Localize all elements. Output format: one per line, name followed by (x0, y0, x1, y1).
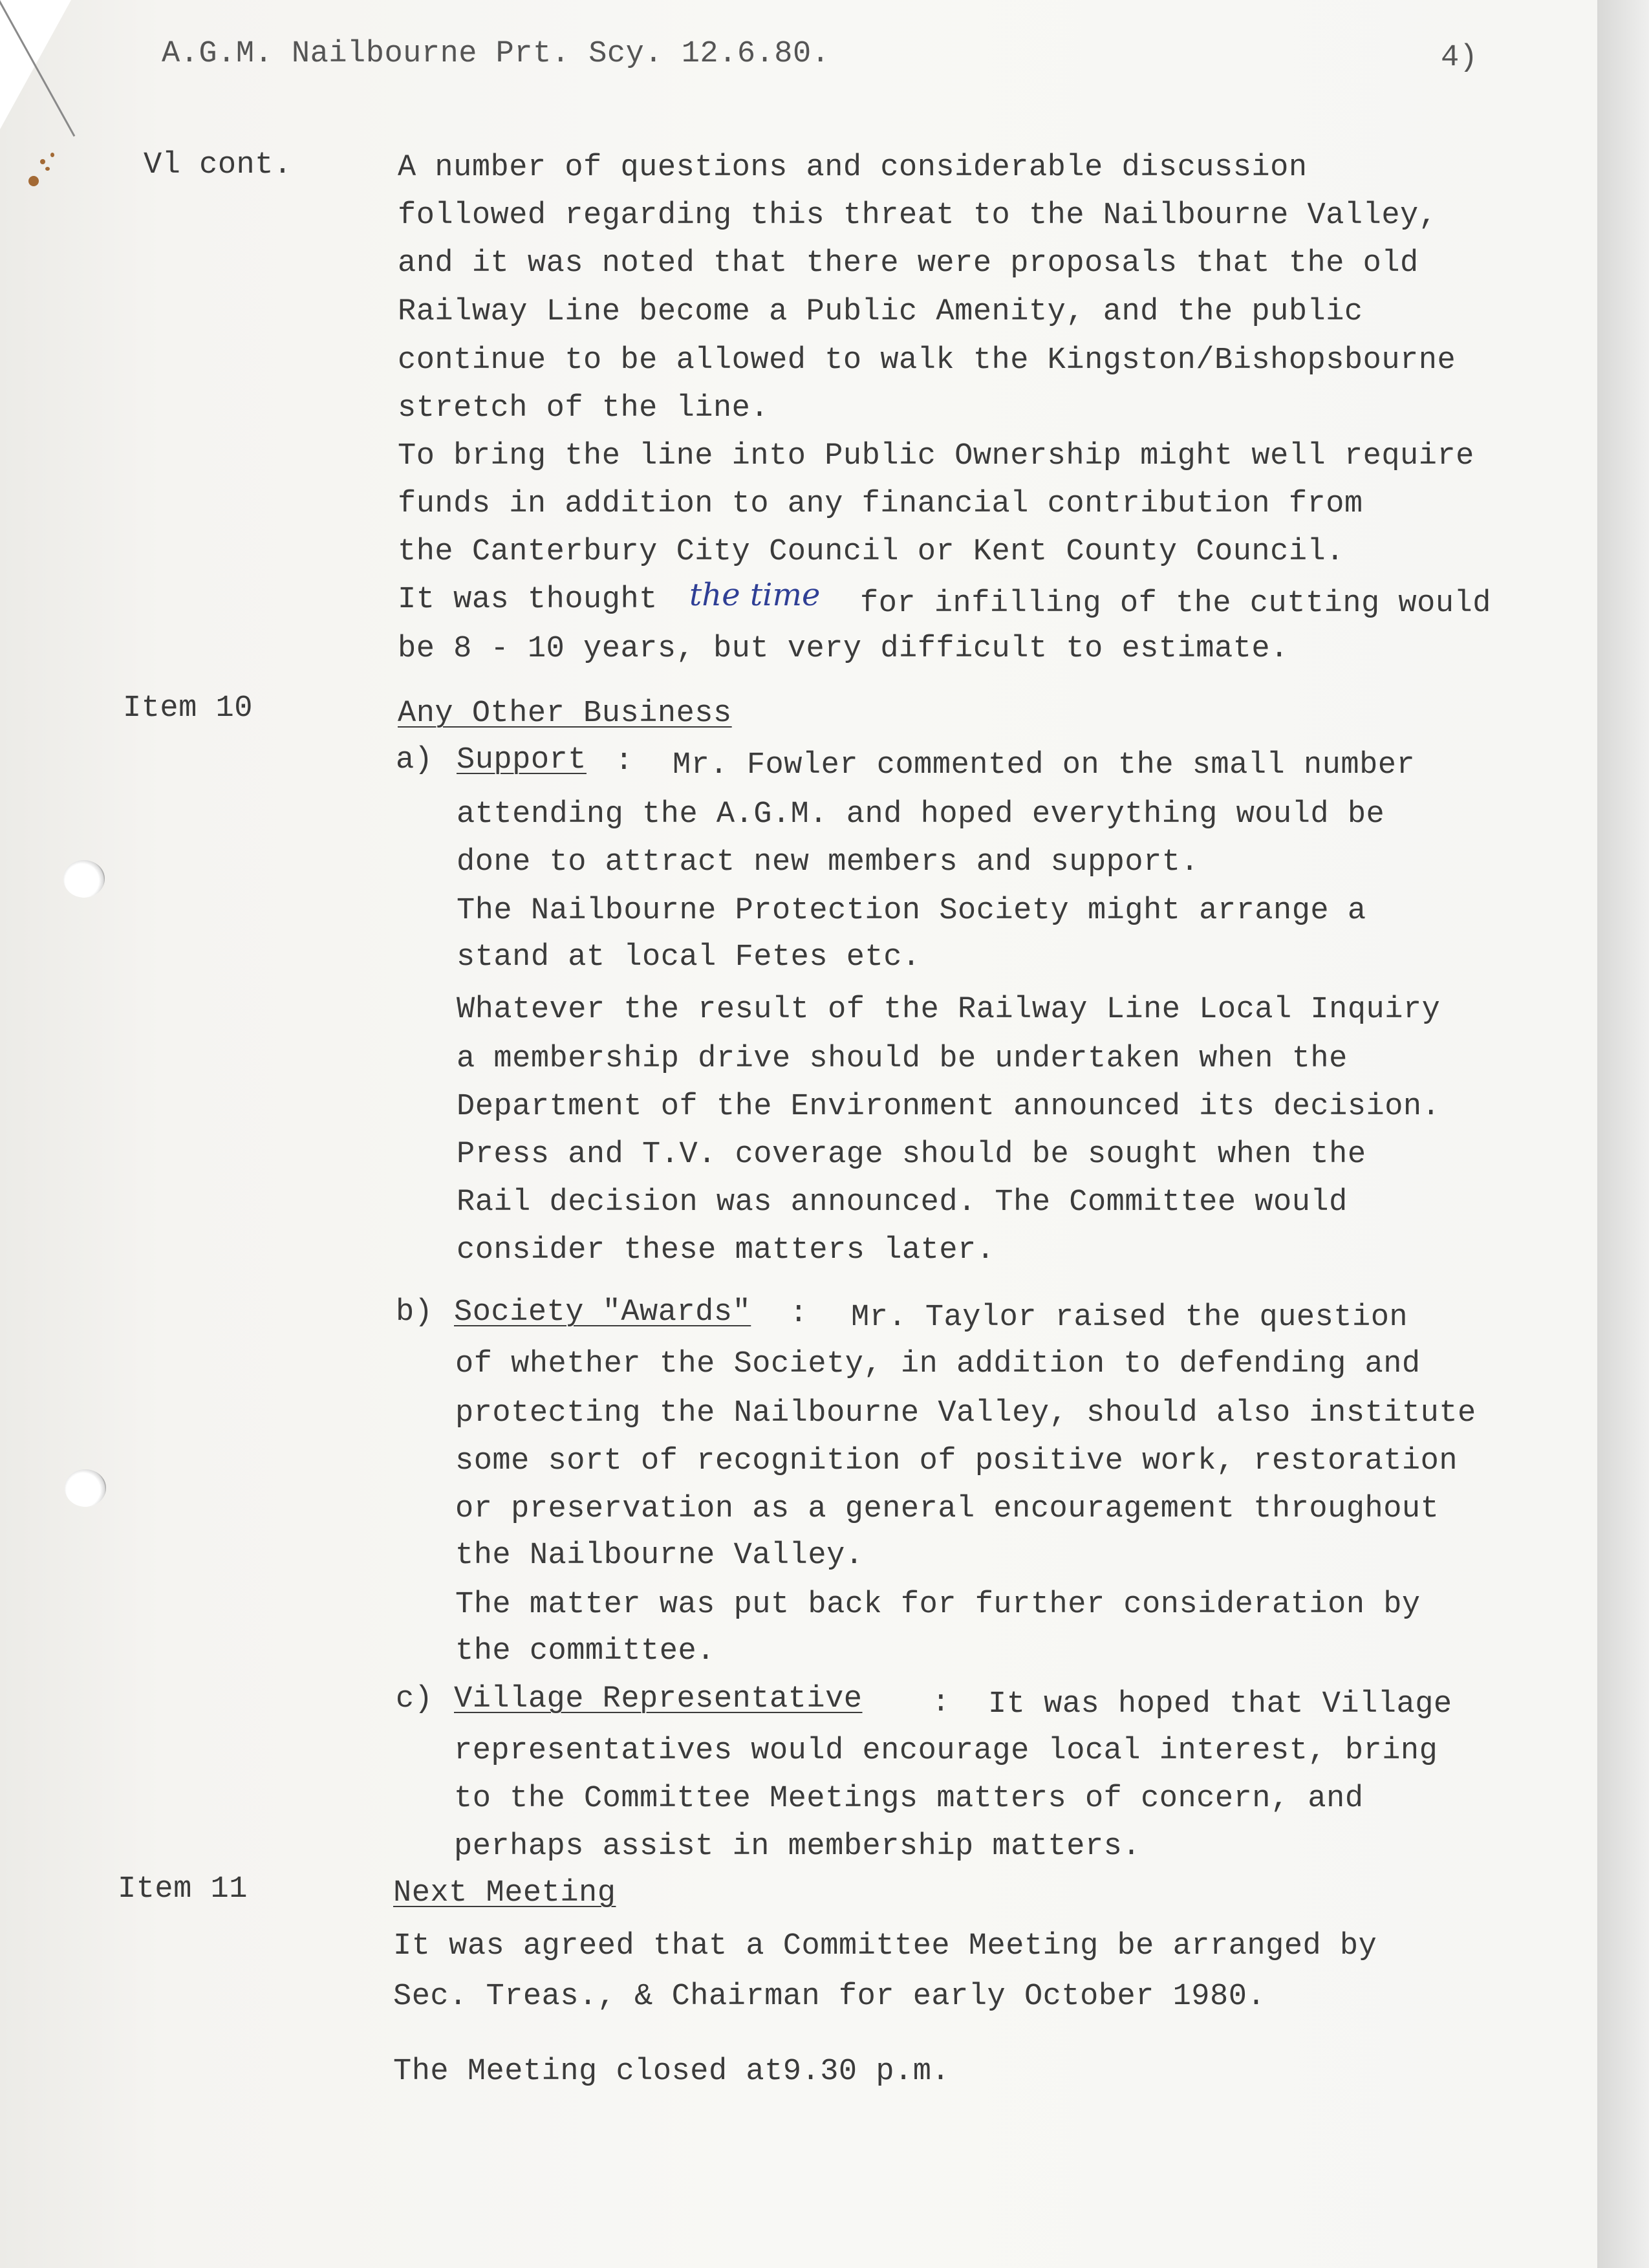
paragraph-line: for infilling of the cutting would (860, 587, 1491, 621)
paragraph-line: It was hoped that Village (988, 1687, 1452, 1722)
paragraph-line: done to attract new members and support. (457, 845, 1200, 880)
rust-stain (40, 159, 45, 164)
paragraph-line: Mr. Taylor raised the question (851, 1301, 1408, 1335)
paragraph-line: A number of questions and considerable discussion (398, 151, 1308, 185)
paragraph-line: the Canterbury City Council or Kent County Council. (398, 535, 1344, 569)
closing-line: The Meeting closed at9.30 p.m. (393, 2055, 951, 2089)
item-label: Item 10 (123, 691, 253, 726)
paragraph-line: funds in addition to any financial contribution from (398, 487, 1363, 521)
paragraph-line: Department of the Environment announced its decision. (457, 1090, 1441, 1124)
paragraph-line: perhaps assist in membership matters. (454, 1830, 1141, 1864)
paragraph-line: Sec. Treas., & Chairman for early October 1980. (393, 1980, 1266, 2014)
sub-item-title: Support (457, 743, 587, 777)
section-label: Vl cont. (144, 148, 292, 182)
page-number: 4) (1441, 41, 1478, 75)
rust-stain (28, 176, 39, 186)
paragraph-line: stretch of the line. (398, 391, 770, 426)
sub-item-marker: c) (396, 1682, 433, 1716)
paragraph-line: Rail decision was announced. The Committee would (457, 1185, 1348, 1220)
paragraph-line: the committee. (455, 1634, 715, 1669)
rust-stain (45, 167, 50, 171)
paragraph-line: Railway Line become a Public Amenity, and the public (398, 295, 1363, 329)
sub-item-separator: : (913, 1686, 951, 1720)
punch-hole (63, 860, 105, 898)
paragraph-line: continue to be allowed to walk the Kingston/Bishopsbourne (398, 343, 1456, 378)
paragraph-line: The matter was put back for further consideration by (455, 1588, 1421, 1622)
paragraph-line: the Nailbourne Valley. (455, 1539, 864, 1573)
rust-stain (50, 153, 54, 157)
paragraph-line: be 8 - 10 years, but very difficult to estimate. (398, 632, 1289, 666)
paragraph-line: some sort of recognition of positive work, restoration (455, 1444, 1458, 1478)
paragraph-line: To bring the line into Public Ownership might well require (398, 439, 1474, 473)
paragraph-line: It was thought (398, 583, 658, 617)
sub-item-title: Village Representative (454, 1682, 863, 1716)
paragraph-line: It was agreed that a Committee Meeting be arranged by (393, 1929, 1377, 1963)
sub-item-marker: a) (396, 743, 433, 777)
sub-item-marker: b) (396, 1295, 433, 1330)
paragraph-line: The Nailbourne Protection Society might arrange a (457, 894, 1366, 928)
item-label: Item 11 (118, 1872, 248, 1906)
paragraph-line: Press and T.V. coverage should be sought when the (457, 1138, 1366, 1172)
sub-item-title: Society "Awards" (454, 1295, 751, 1330)
scanner-background-strip (1597, 0, 1649, 2268)
paragraph-line: stand at local Fetes etc. (457, 940, 921, 975)
paragraph-line: followed regarding this threat to the Nailbourne Valley, (398, 199, 1438, 233)
item-heading: Next Meeting (393, 1876, 616, 1910)
paragraph-line: and it was noted that there were proposals that the old (398, 246, 1419, 281)
paragraph-line: Whatever the result of the Railway Line Local Inquiry (457, 993, 1441, 1027)
paragraph-line: or preservation as a general encouragement throughout (455, 1492, 1439, 1526)
document-header: A.G.M. Nailbourne Prt. Scy. 12.6.80. (162, 37, 830, 71)
punch-hole (65, 1469, 106, 1507)
paragraph-line: of whether the Society, in addition to defending and (455, 1347, 1421, 1381)
sub-item-separator: : (771, 1297, 808, 1331)
handwritten-insertion: the time (689, 577, 821, 613)
paragraph-line: a membership drive should be undertaken when the (457, 1042, 1348, 1076)
item-heading: Any Other Business (398, 697, 732, 731)
paragraph-line: representatives would encourage local interest, bring (454, 1734, 1438, 1768)
paragraph-line: attending the A.G.M. and hoped everything would be (457, 797, 1385, 832)
paragraph-line: to the Committee Meetings matters of concern, and (454, 1782, 1364, 1816)
sub-item-separator: : (596, 744, 634, 779)
paragraph-line: consider these matters later. (457, 1233, 995, 1268)
paragraph-line: Mr. Fowler commented on the small number (673, 748, 1416, 783)
paragraph-line: protecting the Nailbourne Valley, should also institute (455, 1396, 1476, 1431)
